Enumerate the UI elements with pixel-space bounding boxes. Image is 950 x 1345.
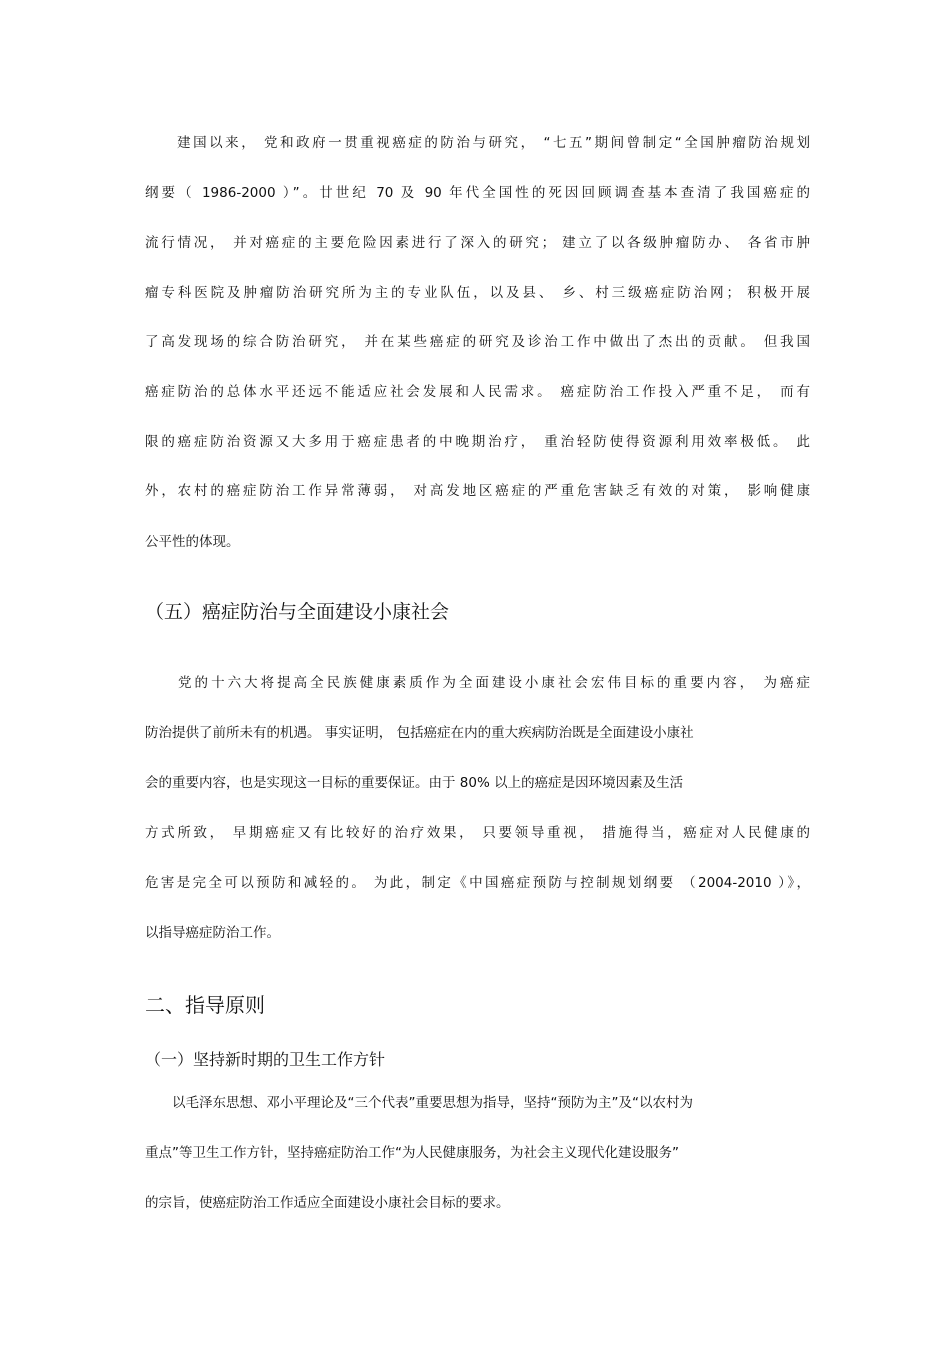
text-line: 公平性的体现。	[145, 534, 240, 550]
section-heading: （五）癌症防治与全面建设小康社会	[145, 601, 450, 623]
text-line: 危害是完全可以预防和减轻的。 为此，制定《中国癌症预防与控制规划纲要 （2004-2010 ）》，	[145, 875, 810, 891]
text-line: 方式所致， 早期癌症又有比较好的治疗效果， 只要领导重视， 措施得当，癌症对人民健康的	[145, 825, 810, 841]
text-line: 了高发现场的综合防治研究， 并在某些癌症的研究及诊治工作中做出了杰出的贡献。 但我国	[145, 334, 810, 350]
text-line: 重点”等卫生工作方针，坚持癌症防治工作“为人民健康服务，为社会主义现代化建设服务”	[145, 1145, 679, 1161]
text-line: 的宗旨，使癌症防治工作适应全面建设小康社会目标的要求。	[145, 1195, 510, 1211]
chapter-heading: 二、指导原则	[145, 993, 265, 1017]
text-line: 防治提供了前所未有的机遇。 事实证明， 包括癌症在内的重大疾病防治既是全面建设小康社	[145, 725, 694, 741]
text-line: 外，农村的癌症防治工作异常薄弱， 对高发地区癌症的严重危害缺乏有效的对策， 影响健康	[145, 483, 810, 499]
text-line: 瘤专科医院及肿瘤防治研究所为主的专业队伍，以及县、 乡、村三级癌症防治网； 积极开展	[145, 285, 810, 301]
text-line: 以指导癌症防治工作。	[145, 925, 280, 941]
text-line: 纲要（ 1986-2000 ）”。廿世纪 70 及 90 年代全国性的死因回顾调查基本查清了我国癌症的	[145, 185, 810, 201]
text-line: 党的十六大将提高全民族健康素质作为全面建设小康社会宏伟目标的重要内容， 为癌症	[145, 675, 810, 691]
text-line: 限的癌症防治资源又大多用于癌症患者的中晚期治疗， 重治轻防使得资源利用效率极低。 此	[145, 434, 810, 450]
text-line: 建国以来， 党和政府一贯重视癌症的防治与研究， “七五”期间曾制定“全国肿瘤防治规划	[145, 135, 810, 151]
text-line: 会的重要内容，也是实现这一目标的重要保证。由于 80% 以上的癌症是因环境因素及生活	[145, 775, 684, 791]
text-line: 以毛泽东思想、邓小平理论及“三个代表”重要思想为指导，坚持“预防为主”及“以农村为	[145, 1095, 693, 1111]
text-line: 癌症防治的总体水平还远不能适应社会发展和人民需求。 癌症防治工作投入严重不足， 而有	[145, 384, 810, 400]
text-line: 流行情况， 并对癌症的主要危险因素进行了深入的研究； 建立了以各级肿瘤防办、 各省市肿	[145, 235, 810, 251]
subsection-heading: （一）坚持新时期的卫生工作方针	[145, 1050, 386, 1069]
